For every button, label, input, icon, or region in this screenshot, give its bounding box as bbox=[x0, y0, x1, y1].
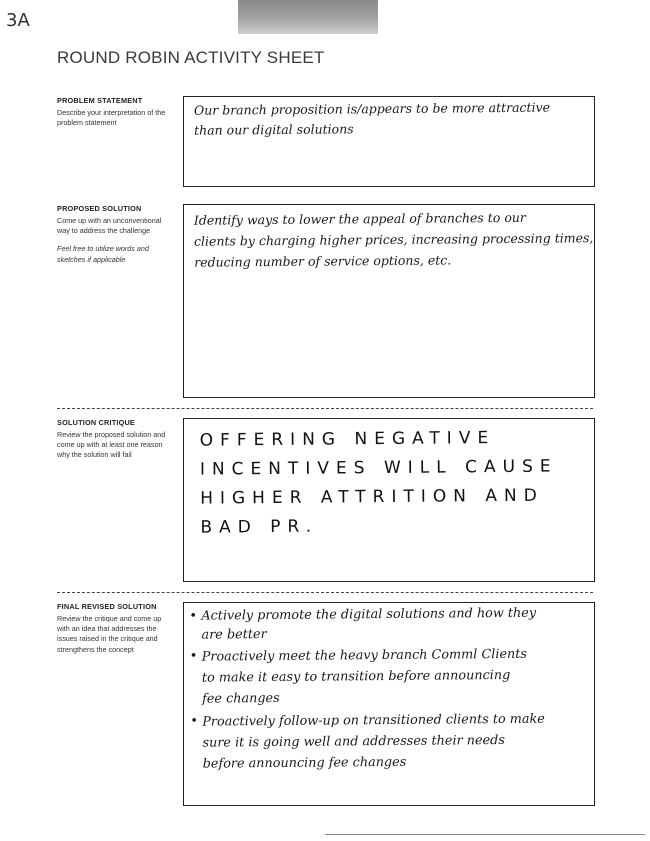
handwritten-line: clients by charging higher prices, increasing processing times, bbox=[193, 230, 594, 249]
handwritten-line: to make it easy to transition before announcing bbox=[201, 667, 511, 686]
section-heading: SOLUTION CRITIQUE bbox=[57, 418, 135, 427]
section-divider bbox=[57, 592, 593, 593]
handwritten-line: reducing number of service options, etc. bbox=[194, 252, 452, 270]
section-divider bbox=[57, 408, 593, 409]
handwritten-line: before announcing fee changes bbox=[202, 754, 407, 772]
problem-statement-box[interactable] bbox=[183, 96, 595, 187]
handwritten-line: Proactively follow-up on transitioned clients to make bbox=[202, 711, 545, 730]
solution-critique-box[interactable] bbox=[183, 418, 595, 582]
section-description: Review the critique and come up with an idea that addresses the issues raised in the critique and strengthens the concept bbox=[57, 614, 162, 654]
section-heading: FINAL REVISED SOLUTION bbox=[57, 602, 157, 611]
section-description: Come up with an unconventional way to address the challenge bbox=[57, 216, 162, 236]
problem-statement-section bbox=[57, 96, 597, 190]
handwritten-line: OFFERING NEGATIVE bbox=[199, 428, 496, 451]
tape-strip bbox=[238, 0, 378, 34]
final-revised-solution-section bbox=[57, 602, 597, 808]
section-heading: PROBLEM STATEMENT bbox=[57, 96, 143, 105]
handwritten-line: Actively promote the digital solutions and how they bbox=[201, 605, 537, 624]
proposed-solution-label bbox=[57, 204, 169, 265]
solution-critique-label bbox=[57, 418, 169, 461]
handwritten-line: Identify ways to lower the appeal of branches to our bbox=[193, 209, 526, 228]
bullet-marker: • bbox=[189, 648, 198, 664]
section-description: Review the proposed solution and come up with at least one reason why the solution will fail bbox=[57, 430, 166, 460]
sheet-title: ROUND ROBIN ACTIVITY SHEET bbox=[57, 48, 325, 67]
bullet-item bbox=[189, 603, 593, 645]
handwritten-line: are better bbox=[201, 627, 267, 643]
final-revised-solution-label bbox=[57, 602, 169, 655]
handwritten-line: than our digital solutions bbox=[194, 121, 354, 138]
page-id-marker: 3A bbox=[6, 10, 30, 31]
solution-critique-section bbox=[57, 418, 597, 584]
handwritten-line: Proactively meet the heavy branch Comml Clients bbox=[201, 646, 528, 665]
handwritten-line: HIGHER ATTRITION AND bbox=[200, 485, 544, 509]
bullet-item bbox=[190, 643, 595, 710]
bullet-item bbox=[190, 708, 595, 775]
final-revised-solution-box[interactable] bbox=[183, 602, 595, 806]
proposed-solution-section bbox=[57, 204, 597, 400]
bottom-rule bbox=[325, 834, 645, 835]
section-description: Describe your interpretation of the problem statement bbox=[57, 108, 166, 128]
handwritten-line: BAD PR. bbox=[200, 516, 319, 538]
bullet-marker: • bbox=[190, 713, 199, 729]
problem-statement-label bbox=[57, 96, 169, 128]
section-heading: PROPOSED SOLUTION bbox=[57, 204, 142, 213]
bullet-marker: • bbox=[189, 608, 198, 624]
handwritten-line: INCENTIVES WILL CAUSE bbox=[199, 456, 558, 480]
handwritten-line: fee changes bbox=[202, 690, 280, 707]
proposed-solution-box[interactable] bbox=[183, 204, 595, 398]
handwritten-line: sure it is going well and addresses their needs bbox=[202, 732, 505, 751]
section-note: Feel free to utilize words and sketches if applicable bbox=[57, 244, 149, 264]
handwritten-line: Our branch proposition is/appears to be more attractive bbox=[193, 99, 551, 118]
